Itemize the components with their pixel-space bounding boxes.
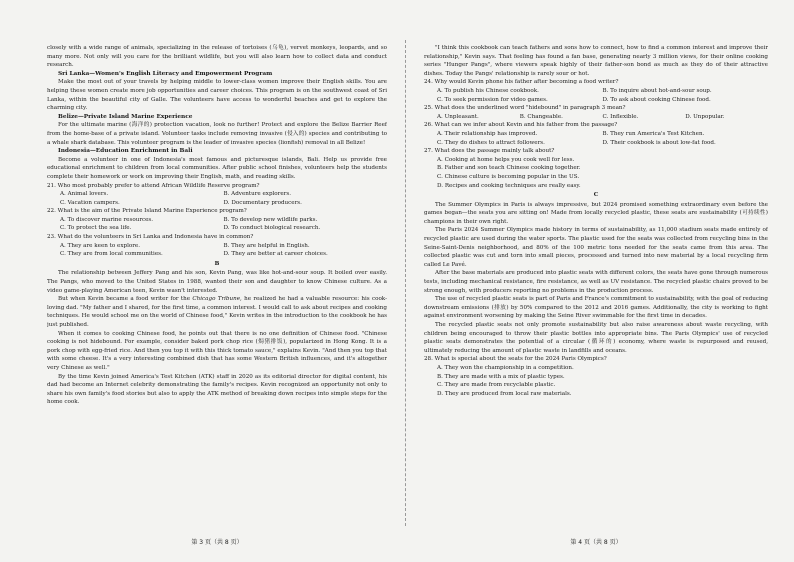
option[interactable]: C. To protect the sea life. xyxy=(60,225,132,232)
option[interactable]: B. They are helpful in English. xyxy=(223,242,310,249)
b-paragraph-2-start: But when Kevin became a food writer for the xyxy=(58,296,193,303)
question-26-options xyxy=(424,130,768,147)
question-24-options xyxy=(424,87,768,104)
b-paragraph-4: By the time Kevin joined America's Test Kitchen (ATK) staff in 2020 as its editorial director for digital content, his dad had become an Internet celebrity demonstrating the family's recipes. Kevin recognized an opportunity not only to share his own family's food stories but also to apply the ATK method of breaking down recipes into simple steps for the home cook. xyxy=(47,373,387,406)
page-footer: 第 3 页（共 8 页） xyxy=(191,539,243,547)
question-24: 24. Why would Kevin phone his father after becoming a food writer? xyxy=(424,79,619,86)
question-25: 25. What does the underlined word "hidebound" in paragraph 3 mean? xyxy=(424,105,626,112)
option[interactable]: C. They are from local communities. xyxy=(60,251,163,258)
c-paragraph-3: After the base materials are produced into plastic seats with different colors, the seats have gone through numerous tests, including mechanical resistance, fire resistance, as well as UV resistance. The recycled plastic chairs proved to be strong enough, with producers reporting no problems in the production process. xyxy=(424,270,768,294)
c-paragraph-2: The Paris 2024 Summer Olympics made history in terms of sustainability, as 11,000 stadium seats made entirely of recycled plastic are used during the water sports. The plastic used for the seats was collected from recycling bins in the Seine-Saint-Denis neighborhood, and 80% of the 100 metric tons needed for the seats came from this area. The collected plastic was cut and torn into small pieces, processed and turned into new material by a local recycling firm called Le Pavé. xyxy=(424,227,768,268)
belize-paragraph: For the ultimate marine (海洋的) protection vacation, look no further! Protect and explore the Belize Barrier Reef from the home-base of a private island. Volunteer tasks include removing invasive (侵入的) species and contributing to a whale shark database. This volunteer program is the leader of invasive species (lionfish) removal in all Belize! xyxy=(47,122,387,146)
option[interactable]: D. Recipes and cooking techniques are really easy. xyxy=(437,182,581,189)
belize-title: Belize—Private Island Marine Experience xyxy=(58,113,193,120)
option[interactable]: A. Their relationship has improved. xyxy=(437,130,538,137)
page-3 xyxy=(47,0,387,562)
b-paragraph-2 xyxy=(47,295,387,329)
question-22-options xyxy=(47,216,387,233)
page-footer: 第 4 页（共 8 页） xyxy=(570,539,622,547)
option[interactable]: A. They won the championship in a competition. xyxy=(437,364,574,371)
indonesia-title: Indonesia—Education Enrichment in Bali xyxy=(58,148,193,155)
section-b-heading: B xyxy=(214,260,220,267)
question-27-options xyxy=(424,156,768,190)
option[interactable]: D. To ask about cooking Chinese food. xyxy=(602,96,711,103)
option[interactable]: D. They are produced from local raw materials. xyxy=(437,390,572,397)
c-paragraph-5: The recycled plastic seats not only promote sustainability but also raise awareness about waste recycling, with children being encouraged to throw their plastic bottles into appropriate bins. The Paris Olympics' use of recycled plastic seats demonstrates the potential of a circular (循环的) economy, where waste is repurposed and reused, ultimately reducing the amount of plastic waste in landfills and oceans. xyxy=(424,322,768,354)
option[interactable]: A. Animal lovers. xyxy=(60,191,109,198)
option[interactable]: B. They are made with a mix of plastic types. xyxy=(437,373,565,380)
indonesia-paragraph: Become a volunteer in one of Indonesia's most famous and picturesque islands, Bali. Help us provide free educational enrichment to children from local communities. After public school finishes, volunteers help the students complete their homework or work on improving their English, math, and reading skills. xyxy=(47,156,387,180)
question-21: 21. Who most probably prefer to attend African Wildlife Reserve program? xyxy=(47,182,260,189)
option[interactable]: C. They are made from recyclable plastic. xyxy=(437,382,556,389)
option[interactable]: D. Their cookbook is about low-fat food. xyxy=(602,139,716,146)
option[interactable]: A. Unpleasant. xyxy=(437,113,479,120)
b-paragraph-1: The relationship between Jeffery Pang and his son, Kevin Pang, was like hot-and-sour soup. It boiled over easily. The Pangs, who moved to the United States in 1988, wanted their son and daughter to know Chinese culture. As a video game-playing American teen, Kevin wasn't interested. xyxy=(47,270,387,294)
b-paragraph-5: "I think this cookbook can teach fathers and sons how to connect, how to find a common interest and improve their relationship," Kevin says. That feeling has found a fan base, generating nearly 3 million views, for their online cooking series "Hunger Pangs", where viewers speak highly of their father-son bond as much as they do of their attractive dishes. Today the Pangs' relationship is rarely sour or hot. xyxy=(424,45,768,77)
page-4 xyxy=(424,0,768,562)
option[interactable]: C. To seek permission for video games. xyxy=(437,96,548,103)
b-paragraph-2-end: , he realized he had a valuable resource: his cook-loving dad. "My father and I shared, for the first time, a common interest. I would call to ask about recipes and cooking techniques. He would school me on the world of Chinese food," Kevin writes in the introduction to the cookbook he has just published. xyxy=(47,296,387,328)
option[interactable]: D. They are better at career choices. xyxy=(223,251,328,258)
question-23: 23. What do the volunteers in Sri Lanka and Indonesia have in common? xyxy=(47,234,254,241)
option[interactable]: C. Chinese culture is becoming popular in the US. xyxy=(437,173,580,180)
question-22: 22. What is the aim of the Private Island Marine Experience program? xyxy=(47,208,247,215)
page-divider xyxy=(405,40,406,526)
option[interactable]: B. Changeable. xyxy=(519,113,563,120)
question-21-options xyxy=(47,190,387,207)
intro-paragraph: closely with a wide range of animals, specializing in the release of tortoises (乌龟), vervet monkeys, leopards, and so many more. Not only will you care for the brilliant wildlife, but you will also learn how to collect data and conduct research. xyxy=(47,45,387,69)
question-23-options xyxy=(47,242,387,259)
option[interactable]: B. To develop new wildlife parks. xyxy=(223,216,318,223)
c-paragraph-1: The Summer Olympics in Paris is always impressive, but 2024 promised something extraordinary even before the games began—the seats you are sitting on! Made from locally recycled plastic, these seats are sustainability (可持续性) champions in their own right. xyxy=(424,201,768,225)
question-28-options xyxy=(424,364,768,398)
option[interactable]: B. They run America's Test Kitchen. xyxy=(602,130,705,137)
option[interactable]: C. Inflexible. xyxy=(602,113,639,120)
question-26: 26. What can we infer about Kevin and his father from the passage? xyxy=(424,122,618,129)
option[interactable]: B. To inquire about hot-and-sour soup. xyxy=(602,87,712,94)
option[interactable]: C. They do dishes to attract followers. xyxy=(437,139,545,146)
sri-lanka-title: Sri Lanka—Women's English Literacy and Empowerment Program xyxy=(58,70,273,77)
option[interactable]: A. To discover marine resources. xyxy=(60,216,154,223)
c-paragraph-4: The use of recycled plastic seats is part of Paris and France's commitment to sustainability, with the goal of reducing downstream emissions (排放) by 50% compared to the 2012 and 2016 games. Additionally, the city is working to fight against environment worsening by making the Seine River swimmable for the first time in decades. xyxy=(424,296,768,320)
option[interactable]: B. Father and son teach Chinese cooking together. xyxy=(437,165,581,172)
section-c-heading: C xyxy=(593,192,599,199)
option[interactable]: A. To publish his Chinese cookbook. xyxy=(437,87,539,94)
option[interactable]: D. Unpopular. xyxy=(685,113,725,120)
option[interactable]: A. They are keen to explore. xyxy=(60,242,141,249)
question-28: 28. What is special about the seats for the 2024 Paris Olympics? xyxy=(424,356,607,363)
b-paragraph-3: When it comes to cooking Chinese food, he points out that there is no one definition of Chinese food. "Chinese cooking is not hidebound. For example, consider baked pork chop rice (焗猪排饭), popularized in Hong Kong. It is a pork chop with egg-fried rice. And then you top it with this thick tomato sauce," explains Kevin. "And then you top that with some cheese. It's a very interesting combined dish that has some Western British influences, and it's altogether very Chinese as well." xyxy=(47,330,387,371)
question-27: 27. What does the passage mainly talk about? xyxy=(424,148,555,155)
option[interactable]: C. Vacation campers. xyxy=(60,199,120,206)
option[interactable]: A. Cooking at home helps you cook well for less. xyxy=(437,156,575,163)
option[interactable]: D. Documentary producers. xyxy=(223,199,302,206)
sri-lanka-paragraph: Make the most out of your travels by helping middle to lower-class women improve their English skills. You are helping these women create more job opportunities and career choices. This program is on the southwest coast of Sri Lanka, within the beautiful city of Galle. The volunteers have access to wonderful beaches and get to explore the charming city. xyxy=(47,79,387,112)
newspaper-name: Chicago Tribune xyxy=(192,296,241,303)
option[interactable]: D. To conduct biological research. xyxy=(223,225,321,232)
question-25-options xyxy=(424,113,768,122)
option[interactable]: B. Adventure explorers. xyxy=(223,191,291,198)
